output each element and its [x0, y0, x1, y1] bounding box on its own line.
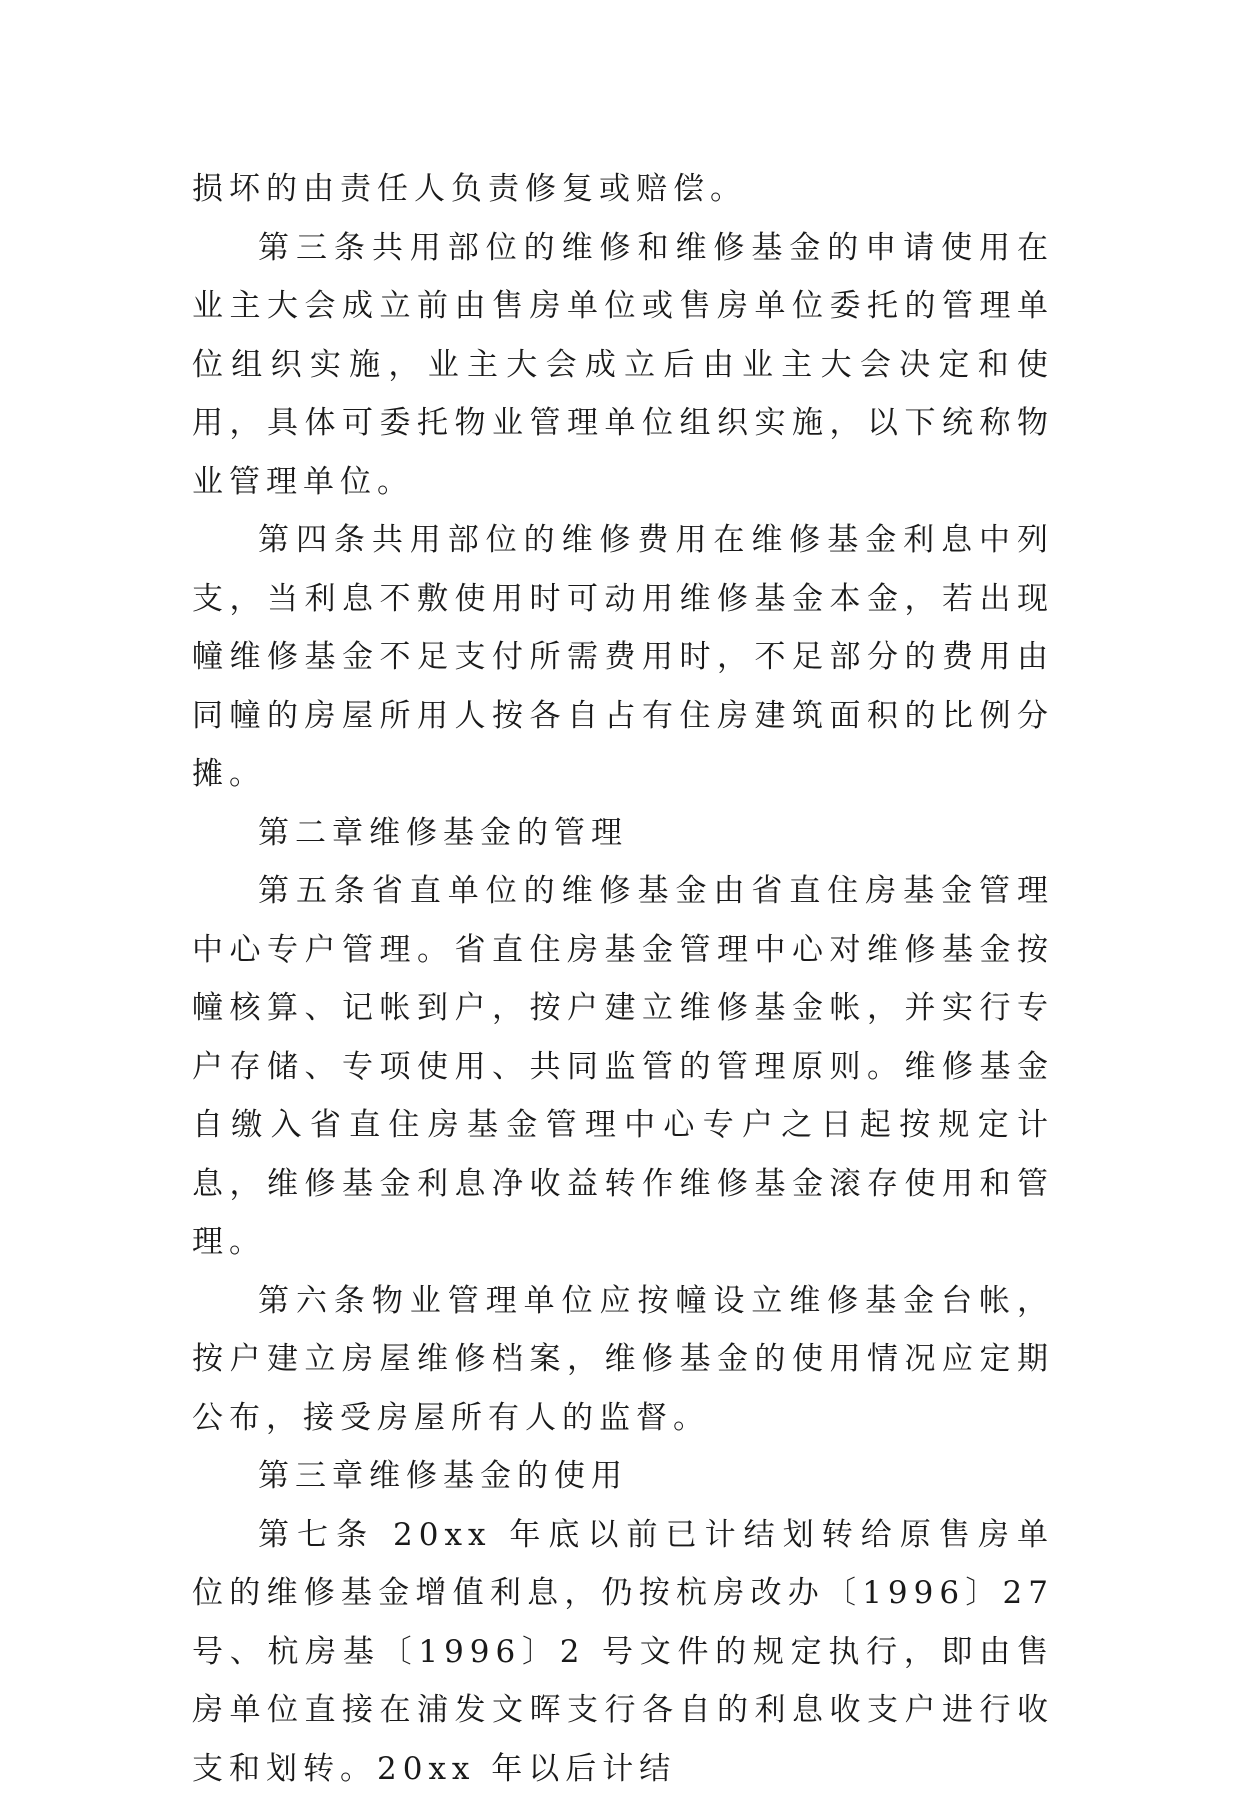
paragraph-article-4: 第四条共用部位的维修费用在维修基金利息中列支，当利息不敷使用时可动用维修基金本金，若出现幢维修基金不足支付所需费用时，不足部分的费用由同幢的房屋所用人按各自占有住房建筑面积的比例分摊。: [192, 511, 1054, 804]
paragraph-article-6: 第六条物业管理单位应按幢设立维修基金台帐，按户建立房屋维修档案，维修基金的使用情况应定期公布，接受房屋所有人的监督。: [192, 1272, 1054, 1448]
paragraph-article-7: 第七条 20xx 年底以前已计结划转给原售房单位的维修基金增值利息，仍按杭房改办〔1996〕27 号、杭房基〔1996〕2 号文件的规定执行，即由售房单位直接在浦发文晖支行各自的利息收支户进行收支和划转。20xx 年以后计结: [192, 1506, 1054, 1798]
paragraph-article-3: 第三条共用部位的维修和维修基金的申请使用在业主大会成立前由售房单位或售房单位委托的管理单位组织实施，业主大会成立后由业主大会决定和使用，具体可委托物业管理单位组织实施，以下统称物业管理单位。: [192, 219, 1054, 512]
paragraph-continuation: 损坏的由责任人负责修复或赔偿。: [192, 160, 1054, 219]
chapter-heading-2: 第二章维修基金的管理: [192, 804, 1054, 863]
document-body: [192, 160, 1054, 1798]
paragraph-article-5: 第五条省直单位的维修基金由省直住房基金管理中心专户管理。省直住房基金管理中心对维修基金按幢核算、记帐到户，按户建立维修基金帐，并实行专户存储、专项使用、共同监管的管理原则。维修基金自缴入省直住房基金管理中心专户之日起按规定计息，维修基金利息净收益转作维修基金滚存使用和管理。: [192, 862, 1054, 1272]
chapter-heading-3: 第三章维修基金的使用: [192, 1447, 1054, 1506]
